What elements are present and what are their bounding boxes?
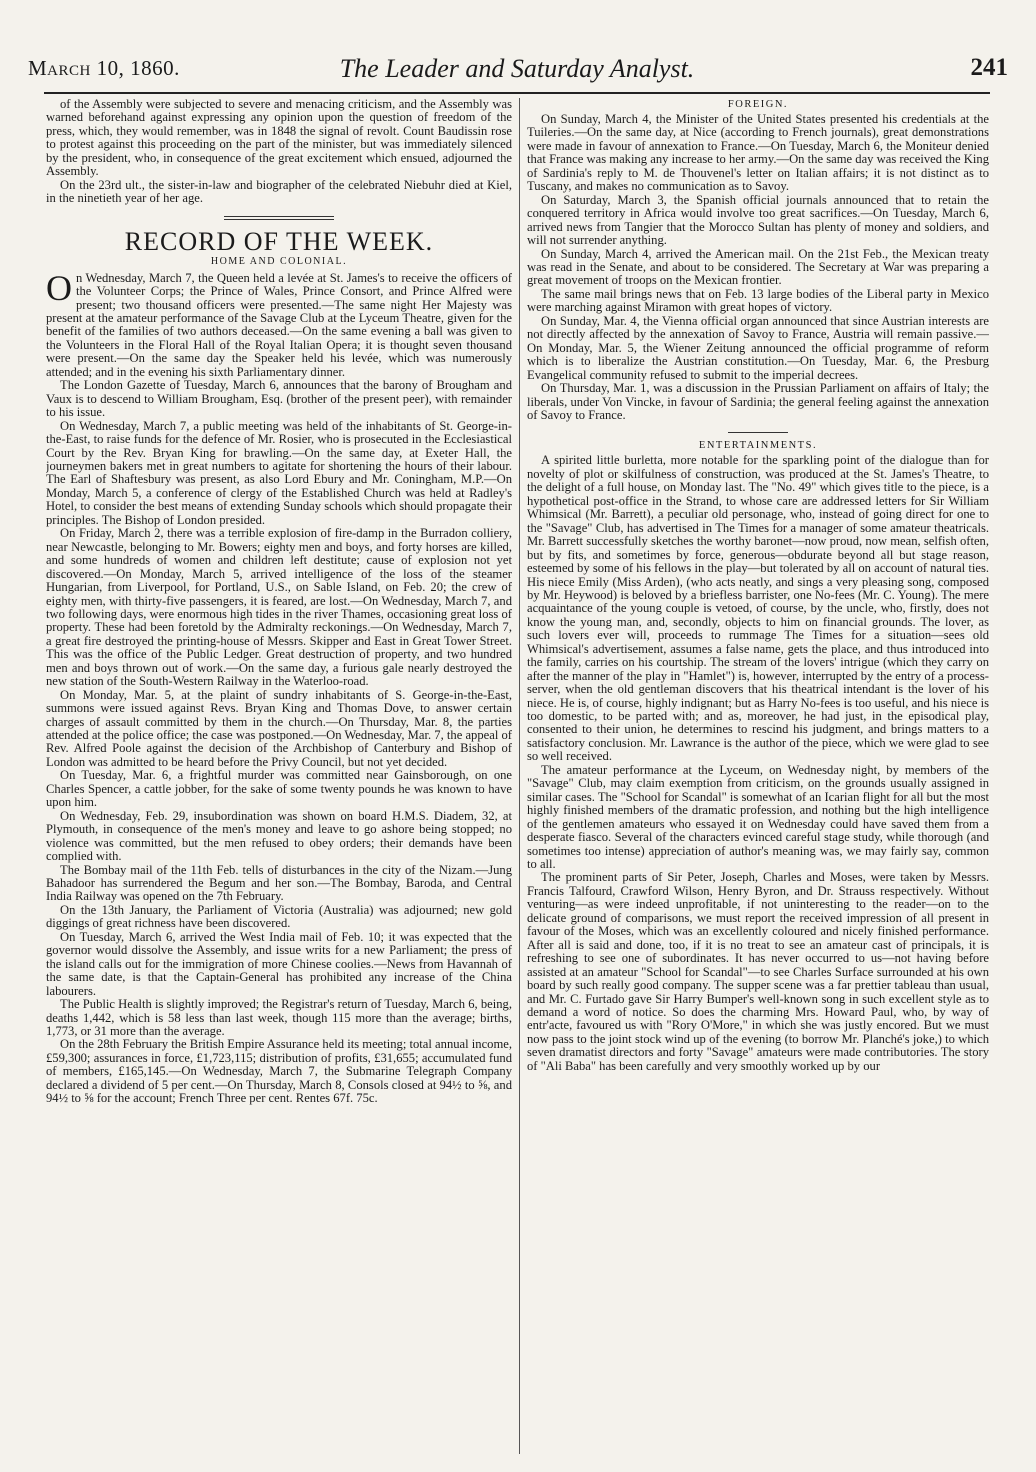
article-paragraph: The same mail brings news that on Feb. 13 large bodies of the Liberal party in Mexico were marching against Miramon with great hopes of victory. <box>527 286 989 315</box>
article-paragraph: The amateur performance at the Lyceum, on Wednesday night, by members of the "Savage" Club, may claim exemption from criticism, on the grounds usually assigned in similar cases. The "School for Scandal" is somewhat of an Icarian flight for all but the most highly finished members of the dramatic profession, and nothing but the high intelligence of the gentlemen amateurs who essayed it on Wednesday could have saved them from a desperate fiasco. Several of the characters evinced careful stage study, while thorough (and sometimes too intense) appreciation of author's meaning was, we may fairly say, common to all. <box>527 762 989 872</box>
article-paragraph: On Saturday, March 3, the Spanish official journals announced that to retain the conquered territory in Africa would involve too great sacrifices.—On Tuesday, March 6, arrived news from Tangier that the Morocco Sultan has plenty of money and soldiers, and will not surrender anything. <box>527 192 989 248</box>
column-divider <box>519 98 520 1454</box>
article-paragraph: On Wednesday, March 7, a public meeting was held of the inhabitants of St. George-in-the-East, to raise funds for the defence of Mr. Rosier, who is prosecuted in the Ecclesiastical Court by the Rev. Bryan King for brawling.—On the same day, at Exeter Hall, the journeymen bakers met in great numbers to agitate for shortening the hours of their labour. The Earl of Shaftesbury was present, as also Lord Ebury and Mr. Coningham, M.P.—On Monday, March 5, a conference of clergy of the Established Church was held at Radley's Hotel, to consider the best means of extending Sunday schools which should propagate their principles. The Bishop of London presided. <box>46 418 512 527</box>
article-paragraph: On the 28th February the British Empire Assurance held its meeting; total annual income, £59,300; assurances in force, £1,723,115; distribution of profits, £31,655; accumulated fund of members, £165,145.—On Wednesday, March 7, the Submarine Telegraph Company declared a dividend of 5 per cent.—On Thursday, March 8, Consols closed at 94½ to ⅝, and 94½ to ⅝ for the account; French Three per cent. Rentes 67f. 75c. <box>46 1037 512 1106</box>
article-paragraph: The London Gazette of Tuesday, March 6, announces that the barony of Brougham and Vaux is to descend to William Brougham, Esq. (brother of the present peer), with remainder to his issue. <box>46 378 512 420</box>
article-paragraph: The prominent parts of Sir Peter, Joseph, Charles and Moses, were taken by Messrs. Francis Talfourd, Crawford Wilson, Henry Byron, and Dr. Strauss respectively. Without venturing—as were indeed unprofitable, if not uninteresting to the reader—on to the delicate ground of comparisons, we must report the received impression of all present in favour of the Moses, which was an excellently coloured and nicely finished performance. After all is said and done, too, if it is no treat to see an amateur cast of principals, it is refreshing to see one of subordinates. It has never occurred to us—not having before assisted at an amateur "School for Scandal"—to see Charles Surface surrounded at his own board by such really good company. The supper scene was a far prettier tableau than usual, and Mr. C. Furtado gave Sir Harry Bumper's well-known song in such excellent style as to demand a word of notice. So does the charming Mrs. Howard Paul, who, by way of entr'acte, favoured us with "Rory O'More," in which she was justly encored. But we must now pass to the joint stock wind up of the evening (to borrow Mr. Planché's joke,) to which seven dramatist directors and forty "Savage" amateurs were made contributories. The story of "Ali Baba" has been carefully and very smoothly worked up by our <box>527 870 989 1073</box>
article-paragraph: On the 23rd ult., the sister-in-law and biographer of the celebrated Niebuhr died at Kiel, in the ninetieth year of her age. <box>46 177 512 206</box>
article-paragraph: On the 13th January, the Parliament of Victoria (Australia) was adjourned; new gold diggings of great richness have been discovered. <box>46 902 512 931</box>
section-rule <box>728 432 788 433</box>
page-header <box>24 52 1010 88</box>
home-colonial-heading: HOME AND COLONIAL. <box>210 255 348 267</box>
article-paragraph: A spirited little burletta, more notable for the sparkling point of the dialogue than for novelty of plot or skilfulness of construction, was produced at the St. James's Theatre, to the delight of a full house, on Monday last. The "No. 49" which gives title to the piece, is a hypothetical post-office in the Strand, to whose care are addressed letters for Sir William Whimsical (Mr. Barrett), a peculiar old personage, who, instead of going direct for one to the "Savage" Club, has advertised in The Times for a manager of some amateur theatricals. Mr. Barrett successfully sketches the worthy baronet—now proud, now mean, selfish often, but by fits, and sometimes by force, generous—obdurate beyond all but stage reason, esteemed by some of his fellows in the play—but tolerated by all on account of natural ties. His niece Emily (Miss Arden), (who acts neatly, and sings a very pleasing song, composed by Mr. Heywood) is beloved by a briefless barrister, one No-fees (Mr. C. Young). The mere acquaintance of the young couple is vetoed, of course, by the uncle, who, firstly, does not know the young man, and, secondly, objects to him on financial grounds. The lover, as such lovers ever will, proceeds to rummage The Times for a situation—sees old Whimsical's advertisement, assumes a false name, gets the place, and thus introduced into the family, carries on his courtship. The stream of the lovers' intrigue (which they carry on after the manner of the play in "Hamlet") is, however, interrupted by the entry of a process-server, when the old gentleman discovers that his theatrical intendant is the lover of his niece. He is, of course, highly indignant; but as Harry No-fees is too useful, and his niece is too domestic, to be parted with; and as, moreover, he had just, in the episodical play, consented to their union, he determines to rescind his judgment, and brings matters to a satisfactory conclusion. Mr. Lawrance is the author of the piece, which we were glad to see so well received. <box>527 453 989 764</box>
section-rule <box>224 216 334 220</box>
article-paragraph: On Sunday, March 4, the Minister of the United States presented his credentials at the Tuileries.—On the same day, at Nice (according to French journals), great demonstrations were made in favour of annexation to France.—On Tuesday, March 6, the Moniteur denied that France was making any increase to her army.—On the same day was received the King of Sardinia's reply to M. de Thouvenel's letter on Italian affairs; it is not distinct as to Tuscany, and makes no communication as to Savoy. <box>527 112 989 194</box>
record-of-the-week-heading: RECORD OF THE WEEK. <box>124 226 434 256</box>
left-column <box>46 98 512 1458</box>
article-paragraph: The Bombay mail of the 11th Feb. tells of disturbances in the city of the Nizam.—Jung Bahadoor has surrendered the Begum and her son.—The Bombay, Baroda, and Central India Railway was opened on the 7th February. <box>46 862 512 904</box>
article-paragraph: On Sunday, Mar. 4, the Vienna official organ announced that since Austrian interests are not directly affected by the annexation of Savoy to France, Austria will remain passive.—On Monday, Mar. 5, the Wiener Zeitung announced the official programme of reform which is to liberalize the Austrian constitution.—On Tuesday, Mar. 6, the Presburg Evangelical community refused to submit to the imperial decrees. <box>527 313 989 382</box>
lead-paragraph <box>46 267 512 380</box>
article-paragraph: On Sunday, March 4, arrived the American mail. On the 21st Feb., the Mexican treaty was read in the Senate, and about to be considered. The Secretary at War was preparing a great movement of troops on the Mexican frontier. <box>527 246 989 288</box>
issue-date: March 10, 1860. <box>28 56 180 80</box>
drop-capital: O <box>46 267 72 308</box>
article-paragraph: The Public Health is slightly improved; the Registrar's return of Tuesday, March 6, being, deaths 1,442, which is 58 less than last week, though 115 more than the average; births, 1,773, or 31 more than the average. <box>46 997 512 1038</box>
lead-paragraph-text: n Wednesday, March 7, the Queen held a levée at St. James's to receive the officers of the Volunteer Corps; the Prince of Wales, Prince Consort, and Prince Alfred were present; two thousand officers were presented.—The same night Her Majesty was present at the amateur performance of the Savage Club at the Lyceum Theatre, given for the benefit of the families of two authors deceased.—On the same evening a ball was given to the Volunteers in the Floral Hall of the Royal Italian Opera; it is thought seven thousand were present.—On the same day the Speaker held his levée, which was numerously attended; and in the evening his sixth Parliamentary dinner. <box>46 270 512 379</box>
article-paragraph: On Monday, Mar. 5, at the plaint of sundry inhabitants of S. George-in-the-East, summons were issued against Revs. Bryan King and Thomas Dove, to answer certain charges of assault committed by them in the church.—On Thursday, Mar. 8, the parties attended at the police office; the case was postponed.—On Wednesday, Mar. 7, the appeal of Rev. Alfred Poole against the decision of the Archbishop of Canterbury and Bishop of London was admitted to be heard before the Privy Council, but not yet decided. <box>46 687 512 769</box>
entertainments-heading: ENTERTAINMENTS. <box>698 440 818 452</box>
article-paragraph: On Tuesday, Mar. 6, a frightful murder was committed near Gainsborough, on one Charles Spencer, a cattle jobber, for the sake of some twenty pounds he was known to have upon him. <box>46 768 512 810</box>
right-column <box>527 98 989 1458</box>
foreign-heading: FOREIGN. <box>727 99 789 110</box>
article-paragraph: On Wednesday, Feb. 29, insubordination was shown on board H.M.S. Diadem, 32, at Plymouth, in consequence of the men's money and leave to go ashore being stopped; no violence was committed, but the men refused to obey orders; their demands have been complied with. <box>46 808 512 864</box>
article-paragraph: On Friday, March 2, there was a terrible explosion of fire-damp in the Burradon colliery, near Newcastle, belonging to Mr. Bowers; eighty men and boys, and forty horses are killed, and some hundreds of women and children left destitute; cause of explosion not yet discovered.—On Monday, March 5, arrived intelligence of the loss of the steamer Hungarian, from Liverpool, for Portland, U.S., on Sable Island, on Feb. 20; the crew of eighty men, with thirty-five passengers, it is feared, are lost.—On Wednesday, March 7, and two following days, were enormous high tides in the river Thames, occasioning great loss of property. These had been foretold by the Admiralty reckonings.—On Wednesday, March 7, a great fire destroyed the printing-house of Messrs. Skipper and East in Great Tower Street. This was the office of the Public Ledger. Great destruction of property, and two hundred men and boys thrown out of work.—On the same day, a furious gale nearly destroyed the new station of the South-Western Railway in the Waterloo-road. <box>46 526 512 689</box>
article-paragraph: On Tuesday, March 6, arrived the West India mail of Feb. 10; it was expected that the governor would dissolve the Assembly, and issue writs for a new Parliament; the press of the island calls out for the immigration of more Chinese coolies.—News from Havannah of the same date, is that the Captain-General has prohibited any increase of the China labourers. <box>46 929 512 998</box>
publication-title: The Leader and Saturday Analyst. <box>339 54 695 83</box>
article-paragraph: On Thursday, Mar. 1, was a discussion in the Prussian Parliament on affairs of Italy; the liberals, under Von Vincke, in favour of Sardinia; the general feeling against the annexation of Savoy to France. <box>527 381 989 422</box>
header-rule <box>44 92 990 94</box>
article-paragraph: of the Assembly were subjected to severe and menacing criticism, and the Assembly was warned beforehand against expressing any opinion upon the question of freedom of the press, which, they would remember, was in 1848 the signal of revolt. Count Baudissin rose to protest against this proceeding on the part of the minister, but was immediately silenced by the president, who, in consequence of the great excitement which ensued, adjourned the Assembly. <box>46 98 512 179</box>
page-number: 241 <box>970 54 1008 81</box>
